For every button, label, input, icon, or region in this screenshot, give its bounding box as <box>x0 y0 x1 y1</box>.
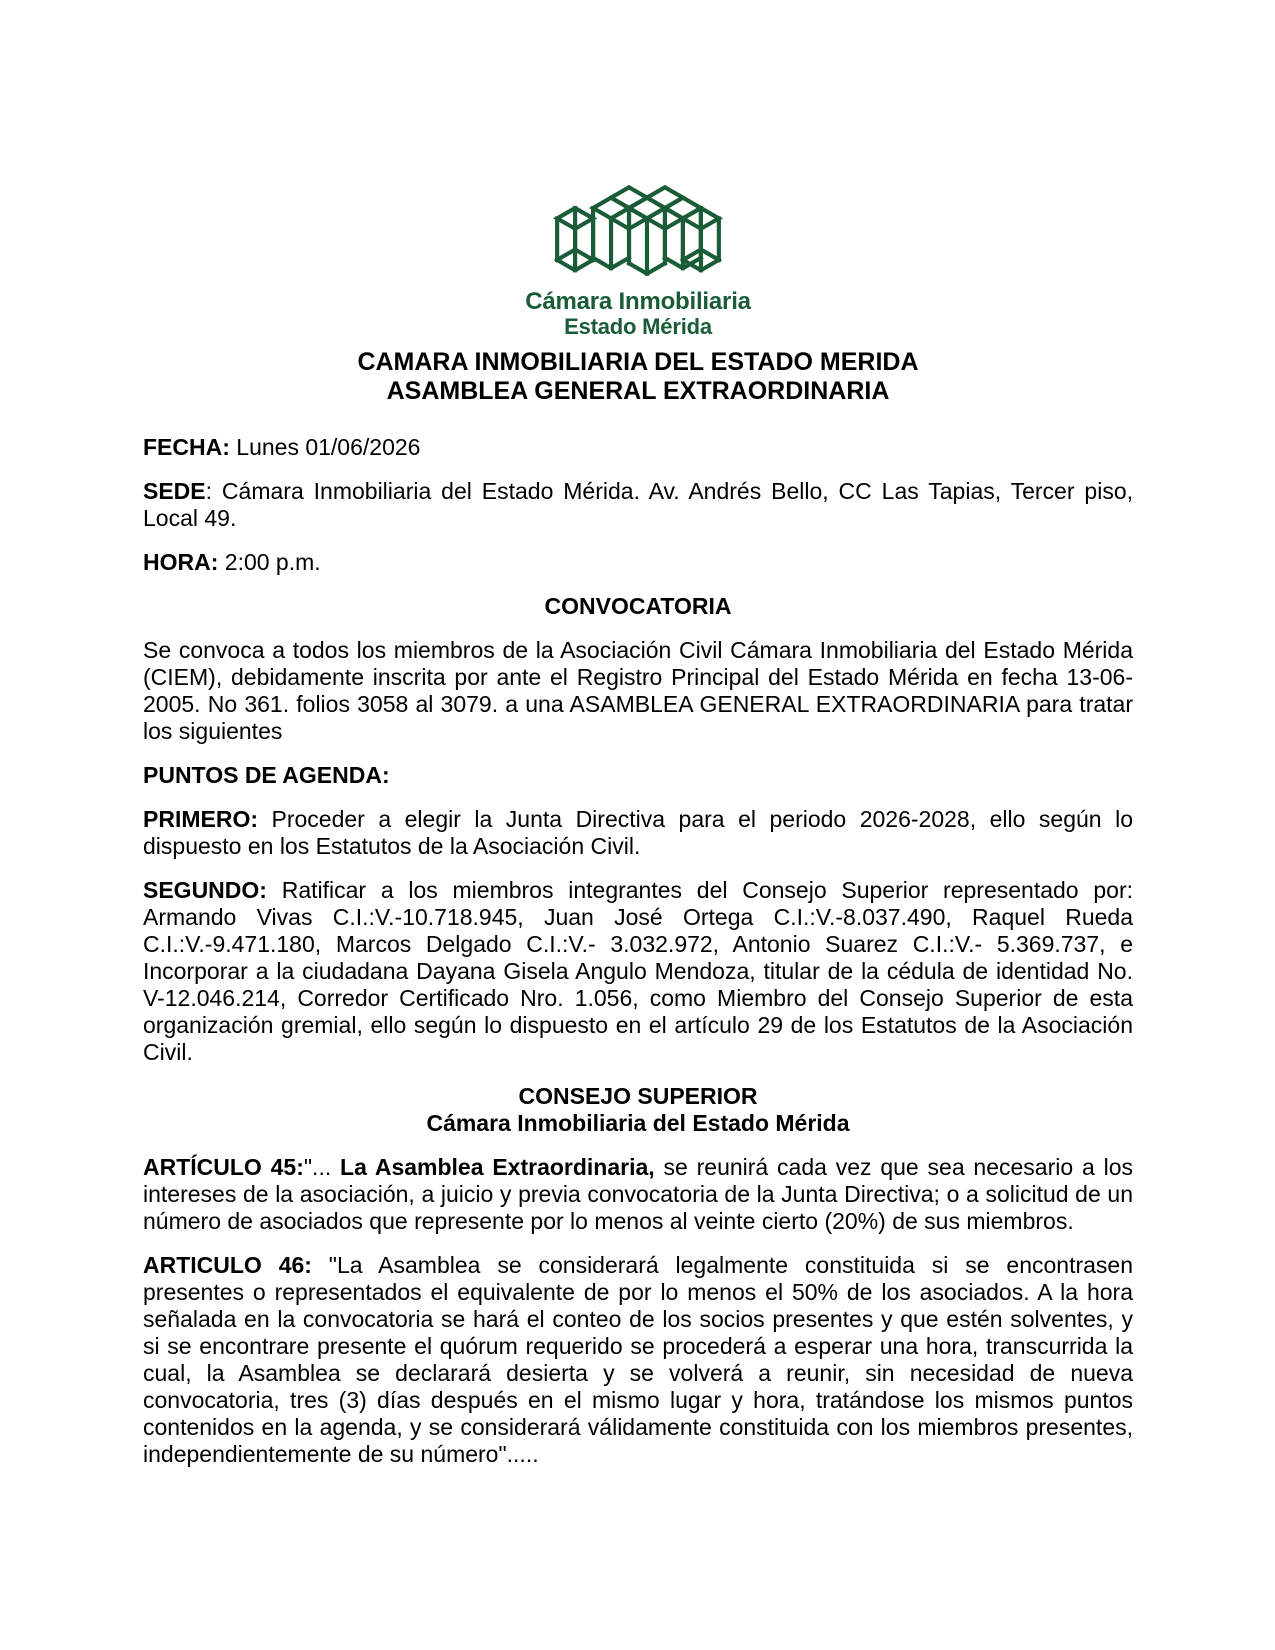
cubes-logo-icon <box>553 183 723 287</box>
paragraph-articulo-45 <box>143 1154 1133 1235</box>
text-run: "La Asamblea se considerará legalmente constituida si se encontrasen presentes o representados el equivalente de por lo menos el 50% de los asociados. A la hora señalada en la convocatoria se hará el conteo de los socios presentes y que estén solventes, y si se encontrare presente el quórum requerido se procederá a esperar una hora, transcurrida la cual, la Asamblea se declarará desierta y se volverá a reunir, sin necesidad de nueva convocatoria, tres (3) días después en el mismo lugar y hora, tratándose los mismos puntos contenidos en la agenda, y se considerará válidamente constituida con los miembros presentes, independientemente de su número"..... <box>143 1252 1133 1467</box>
text-run: "... <box>303 1154 341 1180</box>
paragraph-convocatoria-heading <box>143 593 1133 620</box>
text-run: Lunes 01/06/2026 <box>229 434 421 460</box>
text-run: Proceder a elegir la Junta Directiva para el periodo 2026-2028, ello según lo dispuesto en los Estatutos de la Asociación Civil. <box>143 806 1133 859</box>
document-content <box>143 183 1133 1485</box>
logo-text-line-2: Estado Mérida <box>564 314 712 339</box>
paragraph-articulo-46 <box>143 1252 1133 1468</box>
text-run: La Asamblea Extraordinaria, <box>340 1154 655 1180</box>
text-run: CONVOCATORIA <box>544 593 732 619</box>
paragraph-consejo-subheading <box>143 1110 1133 1137</box>
document-title <box>143 348 1133 406</box>
logo <box>143 183 1133 338</box>
text-run: PUNTOS DE AGENDA: <box>143 762 390 788</box>
text-run: 2:00 p.m. <box>218 549 321 575</box>
text-run: Cámara Inmobiliaria del Estado Mérida <box>426 1110 850 1136</box>
text-run: SEGUNDO: <box>143 877 267 903</box>
document-body <box>143 434 1133 1468</box>
title-line-2: ASAMBLEA GENERAL EXTRAORDINARIA <box>386 377 890 405</box>
paragraph-fecha <box>143 434 1133 461</box>
text-run: CONSEJO SUPERIOR <box>518 1083 758 1109</box>
paragraph-segundo <box>143 877 1133 1066</box>
text-run: ARTICULO 46: <box>143 1252 312 1278</box>
paragraph-consejo-heading <box>143 1083 1133 1110</box>
text-run: Se convoca a todos los miembros de la Asociación Civil Cámara Inmobiliaria del Estado Mérida (CIEM), debidamente inscrita por ante el Registro Principal del Estado Mérida en fecha 13-06-2005. No 361. folios 3058 al 3079. a una ASAMBLEA GENERAL EXTRAORDINARIA para tratar los siguientes <box>143 637 1133 744</box>
text-run: se reunirá cada vez que sea necesario a los intereses de la asociación, a juicio y previa convocatoria de la Junta Directiva; o a solicitud de un número de asociados que represente por lo menos al veinte cierto (20%) de sus miembros. <box>143 1154 1133 1234</box>
logo-text-line-1: Cámara Inmobiliaria <box>525 288 751 315</box>
paragraph-primero <box>143 806 1133 860</box>
text-run: FECHA: <box>143 434 230 460</box>
text-run: PRIMERO: <box>143 806 258 832</box>
paragraph-hora <box>143 549 1133 576</box>
text-run: Ratificar a los miembros integrantes del Consejo Superior representado por: Armando Vivas C.I.:V.-10.718.945, Juan José Ortega C.I.:V.-8.037.490, Raquel Rueda C.I.:V.-9.471.180, Marcos Delgado C.I.:V.- 3.032.972, Antonio Suarez C.I.:V.- 5.369.737, e Incorporar a la ciudadana Dayana Gisela Angulo Mendoza, titular de la cédula de identidad No. V-12.046.214, Corredor Certificado Nro. 1.056, como Miembro del Consejo Superior de esta organización gremial, ello según lo dispuesto en el artículo 29 de los Estatutos de la Asociación Civil. <box>143 877 1133 1065</box>
paragraph-puntos-heading <box>143 762 1133 789</box>
text-run: SEDE <box>143 478 206 504</box>
text-run: : Cámara Inmobiliaria del Estado Mérida. Av. Andrés Bello, CC Las Tapias, Tercer piso, Local 49. <box>143 478 1133 531</box>
text-run: ARTÍCULO 45: <box>143 1154 304 1180</box>
paragraph-convocatoria-body <box>143 637 1133 745</box>
paragraph-sede <box>143 478 1133 532</box>
title-line-1: CAMARA INMOBILIARIA DEL ESTADO MERIDA <box>357 348 919 376</box>
text-run: HORA: <box>143 549 219 575</box>
